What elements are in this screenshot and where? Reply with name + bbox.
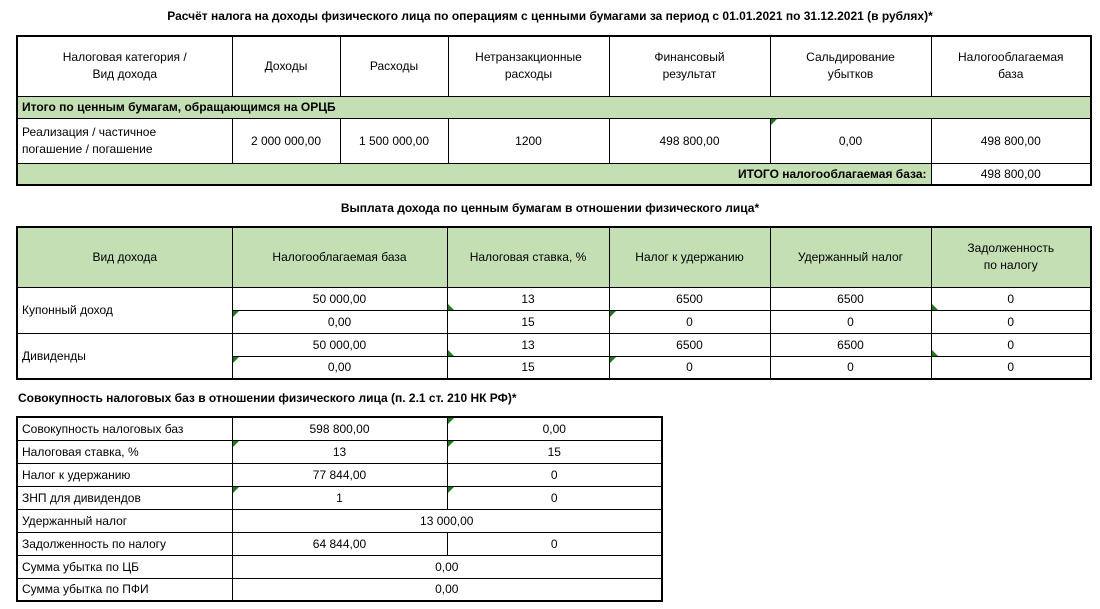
cell-withheld: 0: [770, 356, 931, 379]
header-tax-base: Налогооблагаемая база: [931, 36, 1091, 96]
agg-value-15: 0: [447, 532, 662, 555]
header-expenses: Расходы: [340, 36, 448, 96]
agg-value-15: 0,00: [447, 417, 662, 440]
row-tax-base: 498 800,00: [931, 118, 1091, 163]
header-nontransaction-expenses: Нетранзакционные расходы: [448, 36, 609, 96]
agg-value-15: 15: [447, 440, 662, 463]
aggregate-tax-bases-table: [16, 416, 663, 602]
agg-value-13: 64 844,00: [232, 532, 447, 555]
row-expenses: 1 500 000,00: [340, 118, 448, 163]
cell-debt: 0: [931, 333, 1091, 356]
group-label-orcb: Итого по ценным бумагам, обращающимся на ОРЦБ: [17, 96, 1091, 118]
total-value: 498 800,00: [931, 163, 1091, 185]
agg-value-13: 598 800,00: [232, 417, 447, 440]
cell-debt: 0: [931, 310, 1091, 333]
agg-label: ЗНП для дивидендов: [17, 486, 232, 509]
cell-withheld: 0: [770, 310, 931, 333]
agg-label: Налоговая ставка, %: [17, 440, 232, 463]
header-tax-rate: Налоговая ставка, %: [447, 227, 609, 287]
agg-label: Сумма убытка по ЦБ: [17, 555, 232, 578]
cell-rate: 13: [447, 287, 609, 310]
agg-label: Удержанный налог: [17, 509, 232, 532]
row-nontransaction: 1200: [448, 118, 609, 163]
cell-rate: 15: [447, 310, 609, 333]
agg-label: Сумма убытка по ПФИ: [17, 578, 232, 601]
header-income-type: Вид дохода: [17, 227, 232, 287]
agg-value-15: 0: [447, 463, 662, 486]
cell-debt: 0: [931, 356, 1091, 379]
cell-withheld: 6500: [770, 287, 931, 310]
agg-label: Задолженность по налогу: [17, 532, 232, 555]
header-tax-to-withhold: Налог к удержанию: [609, 227, 770, 287]
cell-to-withhold: 0: [609, 356, 770, 379]
row-loss-netting: 0,00: [770, 118, 931, 163]
agg-value-merged: 0,00: [232, 578, 662, 601]
cell-withheld: 6500: [770, 333, 931, 356]
agg-value-13: 77 844,00: [232, 463, 447, 486]
total-label: ИТОГО налогооблагаемая база:: [17, 163, 931, 185]
agg-value-13: 1: [232, 486, 447, 509]
cell-base: 50 000,00: [232, 287, 447, 310]
agg-value-15: 0: [447, 486, 662, 509]
cell-to-withhold: 6500: [609, 333, 770, 356]
cell-base: 0,00: [232, 310, 447, 333]
section3-title: Совокупность налоговых баз в отношении физического лица (п. 2.1 ст. 210 НК РФ)*: [18, 391, 517, 405]
cell-base: 50 000,00: [232, 333, 447, 356]
cell-to-withhold: 0: [609, 310, 770, 333]
cell-to-withhold: 6500: [609, 287, 770, 310]
agg-value-merged: 13 000,00: [232, 509, 662, 532]
cell-debt: 0: [931, 287, 1091, 310]
header-tax-category: Налоговая категория / Вид дохода: [17, 36, 232, 96]
row-income: 2 000 000,00: [232, 118, 340, 163]
section2-title: Выплата дохода по ценным бумагам в отношении физического лица*: [340, 201, 760, 215]
cell-rate: 13: [447, 333, 609, 356]
income-payment-table: [16, 226, 1092, 380]
row-category: Реализация / частичное погашение / погашение: [17, 118, 232, 163]
header-income: Доходы: [232, 36, 340, 96]
agg-value-13: 13: [232, 440, 447, 463]
agg-label: Совокупность налоговых баз: [17, 417, 232, 440]
header-taxable-base: Налогооблагаемая база: [232, 227, 447, 287]
agg-value-merged: 0,00: [232, 555, 662, 578]
cell-rate: 15: [447, 356, 609, 379]
header-financial-result: Финансовый результат: [609, 36, 770, 96]
income-type-coupon: Купонный доход: [17, 287, 232, 333]
income-type-dividends: Дивиденды: [17, 333, 232, 379]
cell-base: 0,00: [232, 356, 447, 379]
agg-label: Налог к удержанию: [17, 463, 232, 486]
header-loss-netting: Сальдирование убытков: [770, 36, 931, 96]
header-tax-debt: Задолженность по налогу: [931, 227, 1091, 287]
row-financial-result: 498 800,00: [609, 118, 770, 163]
section1-title: Расчёт налога на доходы физического лица по операциям с ценными бумагами за период с 01.01.2021 по 31.12.2021 (в рублях)*: [167, 9, 933, 23]
header-withheld-tax: Удержанный налог: [770, 227, 931, 287]
tax-calculation-table: [16, 35, 1092, 186]
